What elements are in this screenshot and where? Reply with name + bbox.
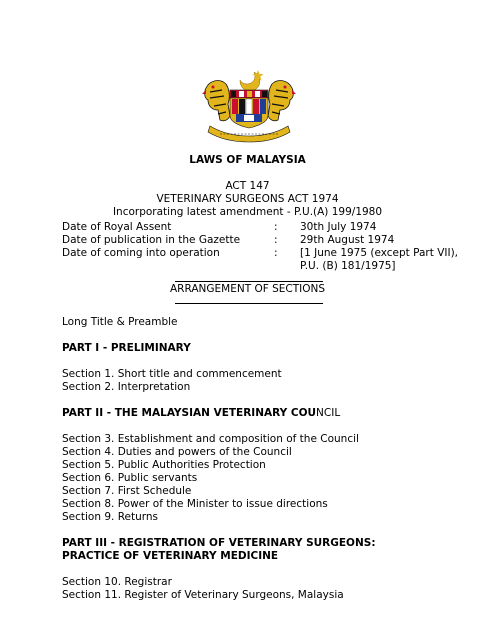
- date-value-line: 29th August 1974: [300, 234, 395, 246]
- malaysia-coat-of-arms-emblem: [196, 66, 302, 146]
- amendment-note: Incorporating latest amendment - P.U.(A) 199/1980: [112, 206, 383, 218]
- section-link[interactable]: Section 1. Short title and commencement: [62, 368, 282, 380]
- date-value: [300, 221, 470, 234]
- date-separator: :: [274, 247, 278, 259]
- date-row-operation: [62, 247, 470, 273]
- date-label: Date of Royal Assent: [62, 221, 172, 233]
- part-heading: PRACTICE OF VETERINARY MEDICINE: [62, 550, 279, 562]
- act-number: ACT 147: [225, 180, 270, 192]
- date-separator: :: [274, 221, 278, 233]
- section-link[interactable]: Section 8. Power of the Minister to issue directions: [62, 498, 328, 510]
- section-link[interactable]: Section 3. Establishment and composition of the Council: [62, 433, 359, 445]
- section-link[interactable]: Section 6. Public servants: [62, 472, 198, 484]
- document-title: LAWS OF MALAYSIA: [189, 154, 306, 166]
- date-separator: :: [274, 234, 278, 246]
- date-value-line: [1 June 1975 (except Part VII),: [300, 247, 459, 259]
- table-of-contents: [62, 316, 376, 602]
- section-link[interactable]: Section 4. Duties and powers of the Council: [62, 446, 292, 458]
- part-heading: PART I - PRELIMINARY: [62, 342, 191, 354]
- section-link[interactable]: Section 9. Returns: [62, 511, 159, 523]
- part-heading-bold: PART II - THE MALAYSIAN VETERINARY COU: [62, 407, 317, 419]
- date-value: [300, 247, 470, 273]
- act-name: VETERINARY SURGEONS ACT 1974: [156, 193, 339, 205]
- section-link[interactable]: Section 11. Register of Veterinary Surgeons, Malaysia: [62, 589, 344, 601]
- long-title-link[interactable]: Long Title & Preamble: [62, 316, 178, 328]
- date-row-royal-assent: [62, 221, 470, 234]
- section-link[interactable]: Section 5. Public Authorities Protection: [62, 459, 266, 471]
- section-link[interactable]: Section 10. Registrar: [62, 576, 172, 588]
- date-value-line: P.U. (B) 181/1975]: [300, 260, 396, 272]
- section-link[interactable]: Section 7. First Schedule: [62, 485, 192, 497]
- date-label: Date of publication in the Gazette: [62, 234, 241, 246]
- date-value-line: 30th July 1974: [300, 221, 377, 233]
- dates-table: [62, 221, 470, 273]
- divider-line-top: [175, 281, 323, 282]
- part-heading: [62, 407, 376, 420]
- act-heading: [0, 180, 495, 219]
- arrangement-heading: ARRANGEMENT OF SECTIONS: [169, 283, 326, 295]
- date-value: [300, 234, 470, 247]
- date-label: Date of coming into operation: [62, 247, 220, 259]
- section-link[interactable]: Section 2. Interpretation: [62, 381, 191, 393]
- date-row-publication: [62, 234, 470, 247]
- part-heading: PART III - REGISTRATION OF VETERINARY SURGEONS:: [62, 537, 376, 549]
- divider-line-bottom: [175, 303, 323, 304]
- part-heading-rest: NCIL: [316, 407, 341, 419]
